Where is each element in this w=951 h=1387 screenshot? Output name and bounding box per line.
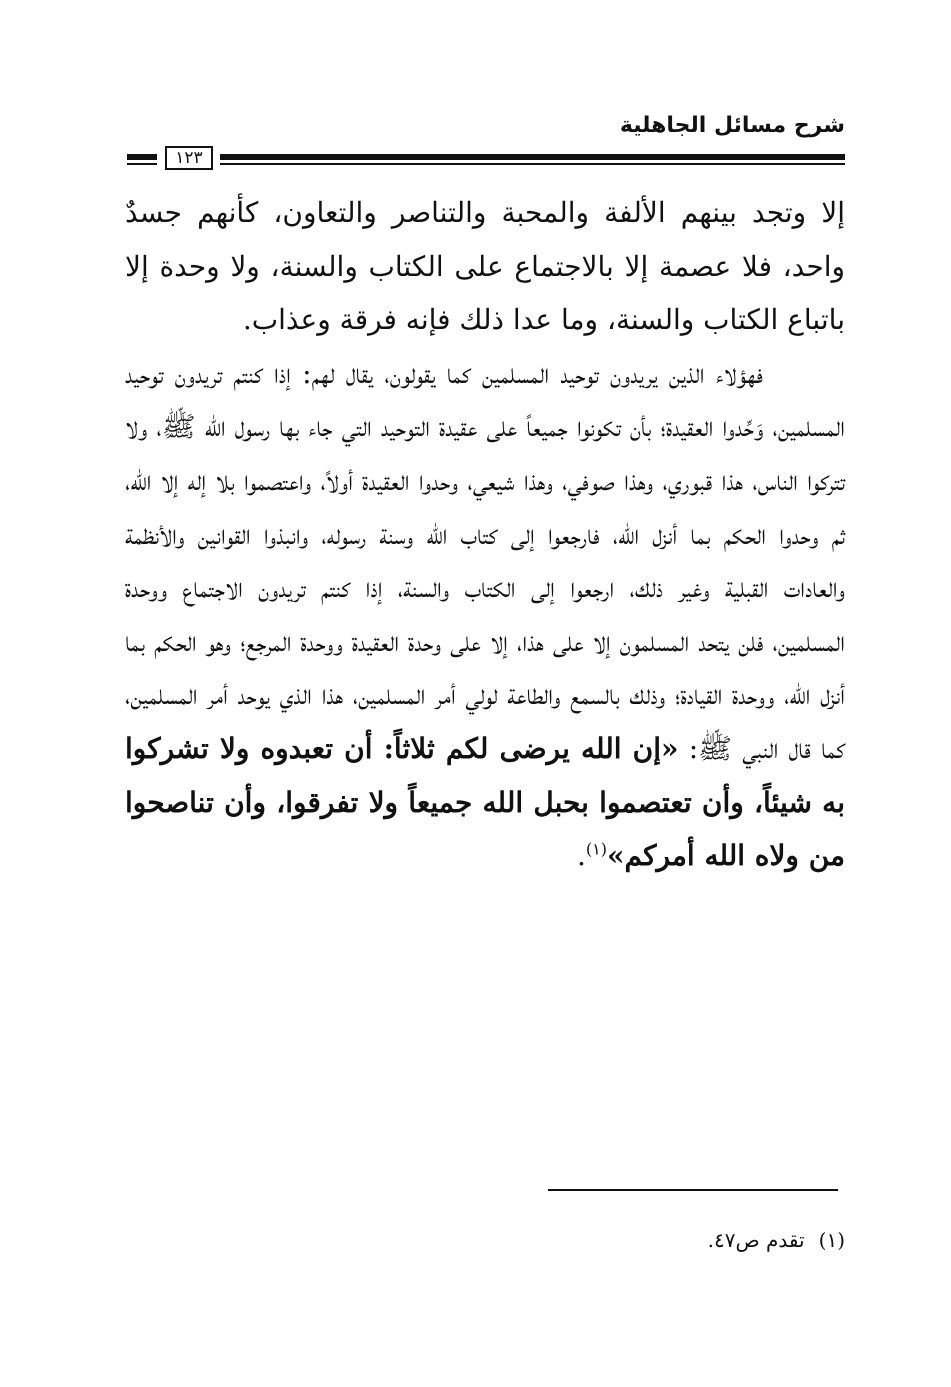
footnote-number: (١) xyxy=(818,1228,845,1252)
page-number: ١٢٣ xyxy=(165,146,213,170)
header-rule-small-thin xyxy=(127,163,157,165)
hadith-quote: «إن الله يرضى لكم ثلاثاً: أن تعبدوه ولا تشركوا به شيئاً، وأن تعتصموا بحبل الله جميعاً ولا تفرقوا، وأن تناصحوا من ولاه الله أمركم» xyxy=(125,731,845,873)
header-rule-small-thick xyxy=(127,154,157,160)
closing-punct: . xyxy=(577,839,586,873)
footnote-text: تقدم ص٤٧. xyxy=(707,1228,805,1252)
header-rule-thick xyxy=(220,154,845,160)
page-header xyxy=(125,108,845,178)
header-rule-thin xyxy=(220,163,845,165)
main-text xyxy=(125,186,845,883)
paragraph-2-text: فهؤلاء الذين يريدون توحيد المسلمين كما يقولون، يقال لهم: إذا كنتم تريدون توحيد المسلمين، وَحِّدوا العقيدة؛ بأن تكونوا جميعاً على عقيدة التوحيد التي جاء بها رسول الله ﷺ، ولا تتركوا الناس، هذا قبوري، وهذا صوفي، وهذا شيعي، وحدوا العقيدة أولاً، واعتصموا بلا إله إلا الله، ثم وحدوا الحكم بما أنزل الله، فارجعوا إلى كتاب الله وسنة رسوله، وانبذوا القوانين والأنظمة والعادات القبلية وغير ذلك، ارجعوا إلى الكتاب والسنة، إذا كنتم تريدون الاجتماع ووحدة المسلمين، فلن يتحد المسلمون إلا على هذا، إلا على وحدة العقيدة ووحدة المرجع؛ وهو الحكم بما أنزل الله، ووحدة القيادة؛ وذلك بالسمع والطاعة لولي أمر المسلمين، هذا الذي يوحد أمر المسلمين، كما قال النبي ﷺ: xyxy=(125,356,846,765)
footnote-separator xyxy=(548,1189,838,1191)
paragraph-2 xyxy=(125,347,845,883)
running-title: شرح مسائل الجاهلية xyxy=(619,113,845,138)
paragraph-1: إلا وتجد بينهم الألفة والمحبة والتناصر والتعاون، كأنهم جسدٌ واحد، فلا عصمة إلا بالاجتماع على الكتاب والسنة، ولا وحدة إلا باتباع الكتاب والسنة، وما عدا ذلك فإنه فرقة وعذاب. xyxy=(125,196,845,337)
footnote-marker: (١) xyxy=(585,839,607,859)
footnote xyxy=(708,1226,845,1254)
